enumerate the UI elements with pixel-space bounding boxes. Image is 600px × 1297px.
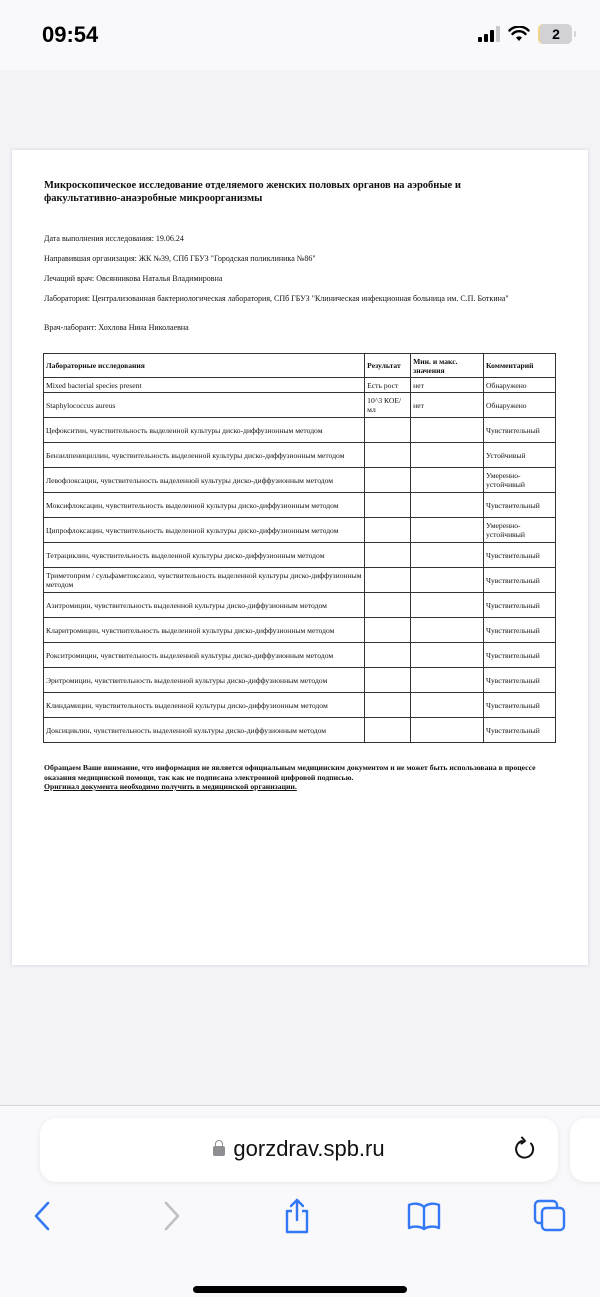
cell-result <box>365 568 411 593</box>
cell-test: Бензилпенициллин, чувствительность выделенной культуры диско-диффузионным методом <box>44 443 365 468</box>
cell-comment: Чувствительный <box>484 543 556 568</box>
table-row <box>44 693 556 718</box>
cell-range <box>411 418 484 443</box>
cell-comment: Чувствительный <box>484 668 556 693</box>
cell-test: Триметоприм / сульфаметоксазол, чувствительность выделенной культуры диско-диффузионным методом <box>44 568 365 593</box>
table-row <box>44 568 556 593</box>
tabs-button[interactable] <box>528 1194 572 1238</box>
cell-comment: Чувствительный <box>484 693 556 718</box>
cell-test: Рокситромицин, чувствительность выделенной культуры диско-диффузионным методом <box>44 643 365 668</box>
cell-comment: Обнаружено <box>484 378 556 393</box>
cell-range <box>411 668 484 693</box>
bookmarks-button[interactable] <box>402 1194 446 1238</box>
cell-comment: Чувствительный <box>484 568 556 593</box>
forward-button[interactable] <box>150 1194 194 1238</box>
cell-comment: Обнаружено <box>484 393 556 418</box>
table-header-row <box>44 354 556 378</box>
cell-result <box>365 493 411 518</box>
disclaimer-text: Обращаем Ваше внимание, что информация не является официальным медицинским документом и не может быть использована в процессе оказания медицинской помощи, так как не подписана электронной цифровой подписью. <box>44 763 536 782</box>
table-row <box>44 718 556 743</box>
laboratory: Лаборатория: Централизованная бактериологическая лаборатория, СПб ГБУЗ "Клиническая инфекционная больница им. С.П. Боткина" <box>44 294 509 303</box>
document-title: Микроскопическое исследование отделяемого женских половых органов на аэробные и факультативно-анаэробные микроорганизмы <box>44 180 461 204</box>
table-row <box>44 468 556 493</box>
cell-result: 10^3 КОЕ/мл <box>365 393 411 418</box>
cell-comment: Чувствительный <box>484 643 556 668</box>
disclaimer-original-note: Оригинал документа необходимо получить в медицинской организации. <box>44 782 297 791</box>
cell-range <box>411 493 484 518</box>
cell-test: Эритромицин, чувствительность выделенной культуры диско-диффузионным методом <box>44 668 365 693</box>
attending-doctor: Лечащий врач: Овсянникова Наталья Владимировна <box>44 274 223 283</box>
cell-result <box>365 443 411 468</box>
document-page <box>12 150 588 965</box>
cell-range <box>411 693 484 718</box>
header-comment: Комментарий <box>484 354 556 378</box>
next-tab-preview[interactable] <box>570 1118 600 1182</box>
cell-range <box>411 618 484 643</box>
table-row <box>44 518 556 543</box>
cell-test: Mixed bacterial species present <box>44 378 365 393</box>
cell-range: нет <box>411 378 484 393</box>
table-row <box>44 443 556 468</box>
cell-range <box>411 643 484 668</box>
cell-result <box>365 618 411 643</box>
share-icon <box>282 1198 312 1234</box>
cell-comment: Чувствительный <box>484 493 556 518</box>
cell-test: Цефокситин, чувствительность выделенной культуры диско-диффузионным методом <box>44 418 365 443</box>
header-result: Результат <box>365 354 411 378</box>
table-row <box>44 418 556 443</box>
home-indicator[interactable] <box>193 1286 407 1293</box>
status-icons <box>478 24 572 44</box>
cell-range <box>411 468 484 493</box>
cell-result <box>365 593 411 618</box>
table-row <box>44 543 556 568</box>
cell-range <box>411 718 484 743</box>
back-button[interactable] <box>20 1194 64 1238</box>
cell-result <box>365 543 411 568</box>
cell-test: Моксифлоксацин, чувствительность выделенной культуры диско-диффузионным методом <box>44 493 365 518</box>
cell-test: Staphylococcus aureus <box>44 393 365 418</box>
cell-test: Кларитромицин, чувствительность выделенной культуры диско-диффузионным методом <box>44 618 365 643</box>
wifi-icon <box>508 26 530 42</box>
cell-range <box>411 568 484 593</box>
cell-test: Азитромицин, чувствительность выделенной культуры диско-диффузионным методом <box>44 593 365 618</box>
header-tests: Лабораторные исследования <box>44 354 365 378</box>
chevron-right-icon <box>162 1200 182 1232</box>
results-table <box>43 353 556 743</box>
cell-comment: Умеренно-устойчивый <box>484 518 556 543</box>
cell-range: нет <box>411 393 484 418</box>
cell-comment: Чувствительный <box>484 718 556 743</box>
table-row <box>44 393 556 418</box>
cell-result <box>365 468 411 493</box>
cell-result <box>365 693 411 718</box>
cell-comment: Чувствительный <box>484 418 556 443</box>
table-row <box>44 618 556 643</box>
table-row <box>44 643 556 668</box>
cell-result <box>365 418 411 443</box>
cell-range <box>411 593 484 618</box>
cell-test: Доксициклин, чувствительность выделенной культуры диско-диффузионным методом <box>44 718 365 743</box>
disclaimer-notice <box>44 763 544 792</box>
chevron-left-icon <box>32 1200 52 1232</box>
lock-icon <box>213 1146 225 1156</box>
cell-range <box>411 443 484 468</box>
header-range: Мин. и макс. значения <box>411 354 484 378</box>
status-bar <box>0 0 600 70</box>
url-text: gorzdrav.spb.ru <box>233 1136 385 1161</box>
study-date: Дата выполнения исследования: 19.06.24 <box>44 234 184 243</box>
referring-organization: Направившая организация: ЖК №39, СПб ГБУЗ "Городская поликлиника №86" <box>44 254 316 263</box>
table-row <box>44 668 556 693</box>
pdf-viewport[interactable] <box>0 70 600 1105</box>
table-row <box>44 378 556 393</box>
lab-doctor: Врач-лаборант: Хохлова Нина Николаевна <box>44 323 189 332</box>
browser-bottom-bar <box>0 1105 600 1297</box>
cell-result: Есть рост <box>365 378 411 393</box>
cell-result <box>365 668 411 693</box>
status-time: 09:54 <box>42 22 99 47</box>
cell-test: Тетрациклин, чувствительность выделенной культуры диско-диффузионным методом <box>44 543 365 568</box>
cell-comment: Устойчивый <box>484 443 556 468</box>
cell-test: Ципрофлоксацин, чувствительность выделенной культуры диско-диффузионным методом <box>44 518 365 543</box>
book-icon <box>406 1201 442 1231</box>
cell-range <box>411 543 484 568</box>
cell-result <box>365 718 411 743</box>
cellular-signal-icon <box>478 26 500 42</box>
reload-icon[interactable] <box>510 1134 540 1164</box>
table-row <box>44 493 556 518</box>
cell-result <box>365 643 411 668</box>
url-display[interactable] <box>40 1136 558 1162</box>
share-button[interactable] <box>275 1194 319 1238</box>
cell-comment: Умеренно-устойчивый <box>484 468 556 493</box>
cell-comment: Чувствительный <box>484 618 556 643</box>
cell-test: Клиндамицин, чувствительность выделенной культуры диско-диффузионным методом <box>44 693 365 718</box>
table-row <box>44 593 556 618</box>
tabs-icon <box>533 1199 567 1233</box>
cell-result <box>365 518 411 543</box>
cell-range <box>411 518 484 543</box>
cell-test: Левофлоксацин, чувствительность выделенной культуры диско-диффузионным методом <box>44 468 365 493</box>
address-bar[interactable] <box>40 1118 558 1182</box>
battery-icon: 2 <box>538 24 572 44</box>
cell-comment: Чувствительный <box>484 593 556 618</box>
